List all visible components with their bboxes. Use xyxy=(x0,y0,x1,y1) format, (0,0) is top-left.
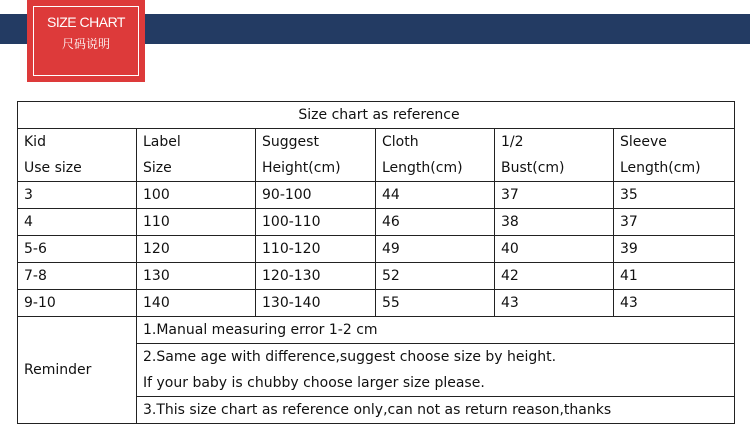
table-cell: 39 xyxy=(614,236,735,263)
table-cell: 38 xyxy=(495,209,614,236)
table-row xyxy=(18,263,735,290)
table-title: Size chart as reference xyxy=(18,102,735,129)
table-cell: 37 xyxy=(495,182,614,209)
table-cell: 110 xyxy=(137,209,256,236)
badge-title: SIZE CHART xyxy=(47,14,125,30)
table-cell: 44 xyxy=(376,182,495,209)
table-row xyxy=(18,290,735,317)
note-1: 1.Manual measuring error 1-2 cm xyxy=(137,317,735,344)
table-title-row xyxy=(18,102,735,129)
size-chart-table xyxy=(17,101,735,424)
table-cell: 130 xyxy=(137,263,256,290)
note-2: 2.Same age with difference,suggest choose size by height. If your baby is chubby choose larger size please. xyxy=(137,344,735,397)
table-row xyxy=(18,182,735,209)
note-3: 3.This size chart as reference only,can not as return reason,thanks xyxy=(137,397,735,424)
table-cell: 55 xyxy=(376,290,495,317)
table-cell: 120-130 xyxy=(256,263,376,290)
header-cell: Sleeve Length(cm) xyxy=(614,129,735,182)
table-cell: 110-120 xyxy=(256,236,376,263)
table-cell: 90-100 xyxy=(256,182,376,209)
table-cell: 41 xyxy=(614,263,735,290)
header-cell: Cloth Length(cm) xyxy=(376,129,495,182)
badge-subtitle: 尺码说明 xyxy=(61,37,110,51)
table-cell: 100 xyxy=(137,182,256,209)
table-cell: 5-6 xyxy=(18,236,137,263)
table-cell: 40 xyxy=(495,236,614,263)
note-row xyxy=(18,317,735,344)
table-cell: 43 xyxy=(614,290,735,317)
table-row xyxy=(18,236,735,263)
header-cell: Label Size xyxy=(137,129,256,182)
table-cell: 100-110 xyxy=(256,209,376,236)
size-chart-badge xyxy=(27,0,145,82)
table-cell: 7-8 xyxy=(18,263,137,290)
table-cell: 140 xyxy=(137,290,256,317)
table-row xyxy=(18,209,735,236)
table-cell: 42 xyxy=(495,263,614,290)
table-cell: 120 xyxy=(137,236,256,263)
table-cell: 46 xyxy=(376,209,495,236)
table-cell: 4 xyxy=(18,209,137,236)
table-cell: 35 xyxy=(614,182,735,209)
header-cell: Kid Use size xyxy=(18,129,137,182)
table-cell: 43 xyxy=(495,290,614,317)
table-cell: 130-140 xyxy=(256,290,376,317)
table-cell: 49 xyxy=(376,236,495,263)
reminder-label: Reminder xyxy=(18,317,137,424)
table-cell: 52 xyxy=(376,263,495,290)
table-cell: 3 xyxy=(18,182,137,209)
table-cell: 9-10 xyxy=(18,290,137,317)
header-cell: 1/2 Bust(cm) xyxy=(495,129,614,182)
table-cell: 37 xyxy=(614,209,735,236)
table-header-row xyxy=(18,129,735,182)
header-cell: Suggest Height(cm) xyxy=(256,129,376,182)
